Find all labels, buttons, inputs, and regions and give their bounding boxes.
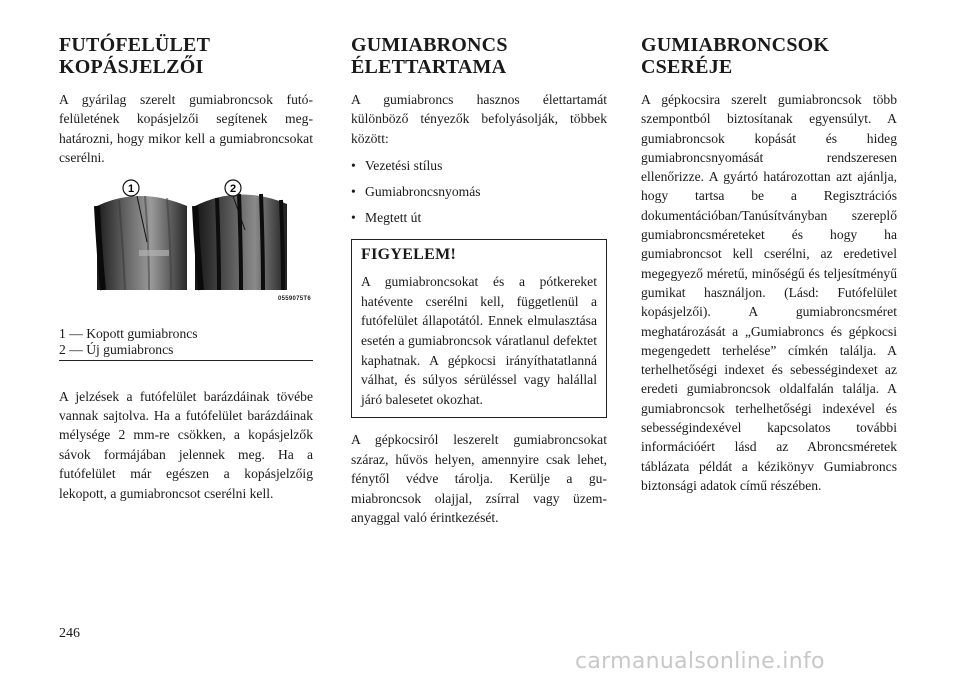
heading-tire-life — [351, 34, 607, 78]
heading-line: ÉLETTARTAMA — [351, 56, 507, 78]
list-item-text: Gumiabroncsnyomás — [365, 184, 481, 200]
warning-box — [351, 239, 607, 418]
factor-list — [351, 156, 607, 227]
column-tire-replacement — [641, 34, 897, 495]
heading-line: GUMIABRONCS — [351, 34, 508, 56]
list-item — [351, 182, 607, 201]
new-tire — [195, 194, 287, 290]
column-tread-wear-indicators — [59, 34, 313, 503]
caption-worn-tire: 1 — Kopott gumiabroncs — [59, 325, 198, 341]
wear-indicator-paragraph: A jelzések a futófelület barázdáinak tövébe vannak sajtolva. Ha a futófelület barázdáinak mélysége 2 mm-re csökken, a kopásjelzők sávok formájában jelennek meg. Ha a futófelület már egészen a kopásjelzőig lekopott, a gumiabroncsot cserélni kell. — [59, 388, 313, 501]
warning-text: A gumiabroncsokat és a pótkereket hatévente cserélni kell, függetlenül a futófelület állapotától. Ennek elmulasztása esetén a gumiabroncsok váratlanul defektet kaphatnak. A gépkocsi irányíthatatlanná válhat, és súlyos sérüléssel vagy halállal járó balesetet okozhat. — [361, 274, 597, 407]
callout-2-label: 2 — [229, 182, 237, 195]
tire-illustration — [59, 178, 313, 308]
intro-paragraph: A gumiabroncs hasznos élettartamát különböző tényezők befolyásolják, többek között: — [351, 92, 607, 146]
caption-divider — [59, 360, 313, 361]
callout-1-label: 1 — [127, 182, 135, 195]
watermark-text: carmanualsonline.info — [575, 649, 825, 674]
worn-tire — [97, 196, 187, 290]
heading-line: KOPÁSJELZŐI — [59, 56, 204, 78]
heading-tire-replacement — [641, 34, 897, 78]
tire-comparison-figure — [59, 178, 313, 308]
storage-paragraph: A gépkocsiról leszerelt gumiabroncsokat száraz, hűvös helyen, amennyire csak lehet, fénytől védve tárolja. Kerülje a gumiabroncsok olajjal, zsírral vagy üzemanyaggal való érintkezését. — [351, 432, 607, 525]
heading-tread-wear-indicators — [59, 34, 313, 78]
intro-paragraph: A gyárilag szerelt gumiabroncsok futófelületének kopásjelzői segítenek meghatározni, hogy mikor kell a gumiabroncsokat cserélni. — [59, 92, 313, 166]
list-item — [351, 208, 607, 227]
column-tire-life — [351, 34, 607, 527]
heading-line: FUTÓFELÜLET — [59, 34, 211, 56]
caption-new-tire: 2 — Új gumiabroncs — [59, 341, 174, 357]
list-item-text: Megtett út — [365, 210, 422, 226]
list-item — [351, 156, 607, 175]
replacement-paragraph: A gépkocsira szerelt gumiabroncsok több szempontból biztosítanak egyensúlyt. A gumiabroncsok kopását és hideg gumiabroncsnyomását rendszeresen ellenőrizze. A gyártó határozottan azt ajánlja, hogy tartsa be a Regisztrációs dokumentációban/Tanúsítványban szereplő gumiabroncsméreteket és hogy ha gumiabroncsot kell cserélni, az eredetivel megegyező méretű, minőségű és teljesítményű gumikat használjon. (Lásd: Futófelület kopásjelzői). A gumiabroncsméret meghatározását a „Gumiabroncs és gépkocsi megengedett terhelése” címkén találja. A terhelhetőségi indexet és sebességindexet az eredeti gumiabroncsok oldalfalán találja. A gumiabroncsok terhelhetőségi indexével és sebességindexével kapcsolatos további információért lásd az Abroncsméretek táblázata példát a kézikönyv Gumiabroncs biztonsági adatok című részében. — [641, 92, 897, 493]
heading-line: GUMIABRONCSOK — [641, 34, 830, 56]
list-item-text: Vezetési stílus — [365, 158, 443, 174]
warning-title: FIGYELEM! — [361, 246, 457, 264]
bullet-icon: • — [351, 158, 356, 174]
figure-code: 0559075T6 — [277, 295, 311, 302]
figure-caption — [59, 326, 313, 358]
bullet-icon: • — [351, 210, 356, 226]
page-number: 246 — [59, 626, 80, 641]
heading-line: CSERÉJE — [641, 56, 733, 78]
bullet-icon: • — [351, 184, 356, 200]
